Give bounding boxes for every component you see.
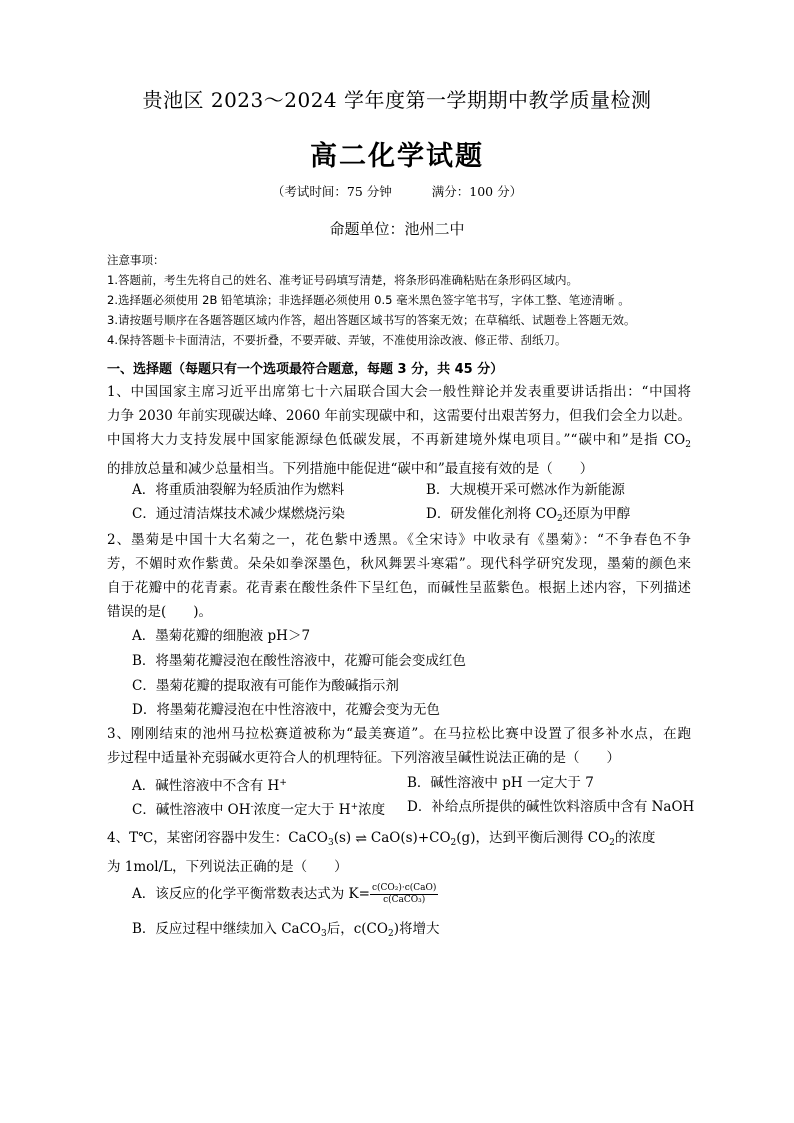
exam-title: 贵池区 2023～2024 学年度第一学期期中教学质量检测: [142, 88, 652, 112]
option-d: D．将墨菊花瓣浸泡在中性溶液中，花瓣会变为无色: [132, 702, 440, 718]
option-a: A．碱性溶液中不含有 H+: [132, 778, 287, 794]
question-3: [107, 722, 691, 770]
option-row: [132, 771, 692, 798]
question-2: [107, 528, 691, 624]
question-line: 的排放总量和减少总量相当。下列措施中能促进“碳中和”最直接有效的是（ ）: [107, 461, 594, 477]
question-line: 为 1mol/L，下列说法正确的是（ ）: [107, 859, 348, 875]
option-b: B．大规模开采可燃冰作为新能源: [426, 482, 625, 498]
subject-title: 高二化学试题: [310, 141, 484, 172]
section-heading: 一、选择题（每题只有一个选项最符合题意，每题 3 分，共 45 分）: [107, 362, 504, 377]
equilibrium-constant-fraction: $\frac{\text{c(CO₂)·c(CaO)}}{\text{c(CaCO₃)}}$: [371, 883, 437, 905]
option-c: C．碱性溶液中 OH-浓度一定大于 H+浓度: [132, 802, 386, 818]
question-setter: 命题单位：池州二中: [329, 220, 465, 238]
question-line: 自于花瓣中的花青素。花青素在酸性条件下呈红色，而碱性呈蓝紫色。根据上述内容，下列描述: [107, 580, 691, 596]
question-line: 步过程中适量补充弱碱水更符合人的机理特征。下列溶液呈碱性说法正确的是（ ）: [107, 750, 620, 766]
note-item: 3.请按题号顺序在各题答题区域内作答，超出答题区域书写的答案无效；在草稿纸、试题卷上答题无效。: [107, 313, 636, 327]
question-line: 4、T℃，某密闭容器中发生：CaCO$_3$(s) ⇌ $CaO(s)+CO_2(g)$，达到平衡后测得 $CO_2$的浓度: [107, 830, 656, 848]
option-row: [132, 478, 692, 502]
question-line: 力争 2030 年前实现碳达峰、2060 年前实现碳中和，这需要付出艰苦努力，但我们会全力以赴。: [107, 408, 691, 424]
notes-title: 注意事项：: [107, 253, 165, 267]
question-line: 芳，不媚时欢作紫黄。朵朵如拳深墨色，秋风舞罢斗寒霜”。现代科学研究发现，墨菊的颜色来: [107, 556, 691, 572]
option-d: D．研发催化剂将 $CO_2$还原为甲醇: [426, 506, 631, 524]
notes-block: [107, 250, 707, 350]
option-a: A．将重质油裂解为轻质油作为燃料: [132, 482, 345, 498]
question-line: 3、刚刚结束的池州马拉松赛道被称为“最美赛道”。在马拉松比赛中设置了很多补水点，在跑: [107, 726, 691, 742]
option-b: B．将墨菊花瓣浸泡在酸性溶液中，花瓣可能会变成红色: [132, 653, 466, 669]
option-d: D．补给点所提供的碱性饮料溶质中含有 NaOH: [407, 799, 695, 815]
option-b: B．碱性溶液中 pH 一定大于 7: [407, 775, 594, 791]
note-item: 2.选择题必须使用 2B 铅笔填涂；非选择题必须使用 0.5 毫米黑色签字笔书写，字体工整、笔迹清晰 。: [107, 293, 630, 307]
option-b: B．反应过程中继续加入 CaCO$_3$后，$c(CO_2)$将增大: [132, 921, 440, 939]
option-c: C．墨菊花瓣的提取液有可能作为酸碱指示剂: [132, 678, 399, 694]
exam-info: [0, 182, 794, 200]
note-item: 1.答题前，考生先将自己的姓名、准考证号码填写清楚，将条形码准确粘贴在条形码区域内。: [107, 273, 578, 287]
question-line: 中国将大力支持发展中国家能源绿色低碳发展，不再新建境外煤电项目。”“碳中和”是指 $CO_2$: [107, 432, 691, 450]
option-c: C．通过清洁煤技术减少煤燃烧污染: [132, 506, 345, 522]
option-a: A．墨菊花瓣的细胞液 pH＞7: [132, 628, 311, 644]
equilibrium-arrow-icon: ⇌: [355, 830, 367, 847]
question-4: [107, 826, 691, 879]
option-row: [132, 795, 695, 822]
question-line: 1、中国国家主席习近平出席第七十六届联合国大会一般性辩论并发表重要讲话指出：“中国将: [107, 384, 691, 400]
exam-score: 满分：100 分）: [431, 184, 523, 199]
note-item: 4.保持答题卡卡面清洁，不要折叠，不要弄破、弄皱，不准使用涂改液、修正带、刮纸刀。: [107, 333, 567, 347]
option-a: A．该反应的化学平衡常数表达式为 K= $\frac{\text{c(CO₂)·c(CaO)}}{\text{c(CaCO₃)}}$: [132, 883, 437, 905]
exam-time: （考试时间：75 分钟: [271, 184, 392, 199]
question-line: 错误的是( )。: [107, 604, 213, 620]
question-line: 2、墨菊是中国十大名菊之一，花色紫中透黑。《全宋诗》中收录有《墨菊》：“不争春色不争: [107, 532, 691, 548]
question-1: [107, 380, 691, 481]
option-row: [132, 502, 692, 526]
